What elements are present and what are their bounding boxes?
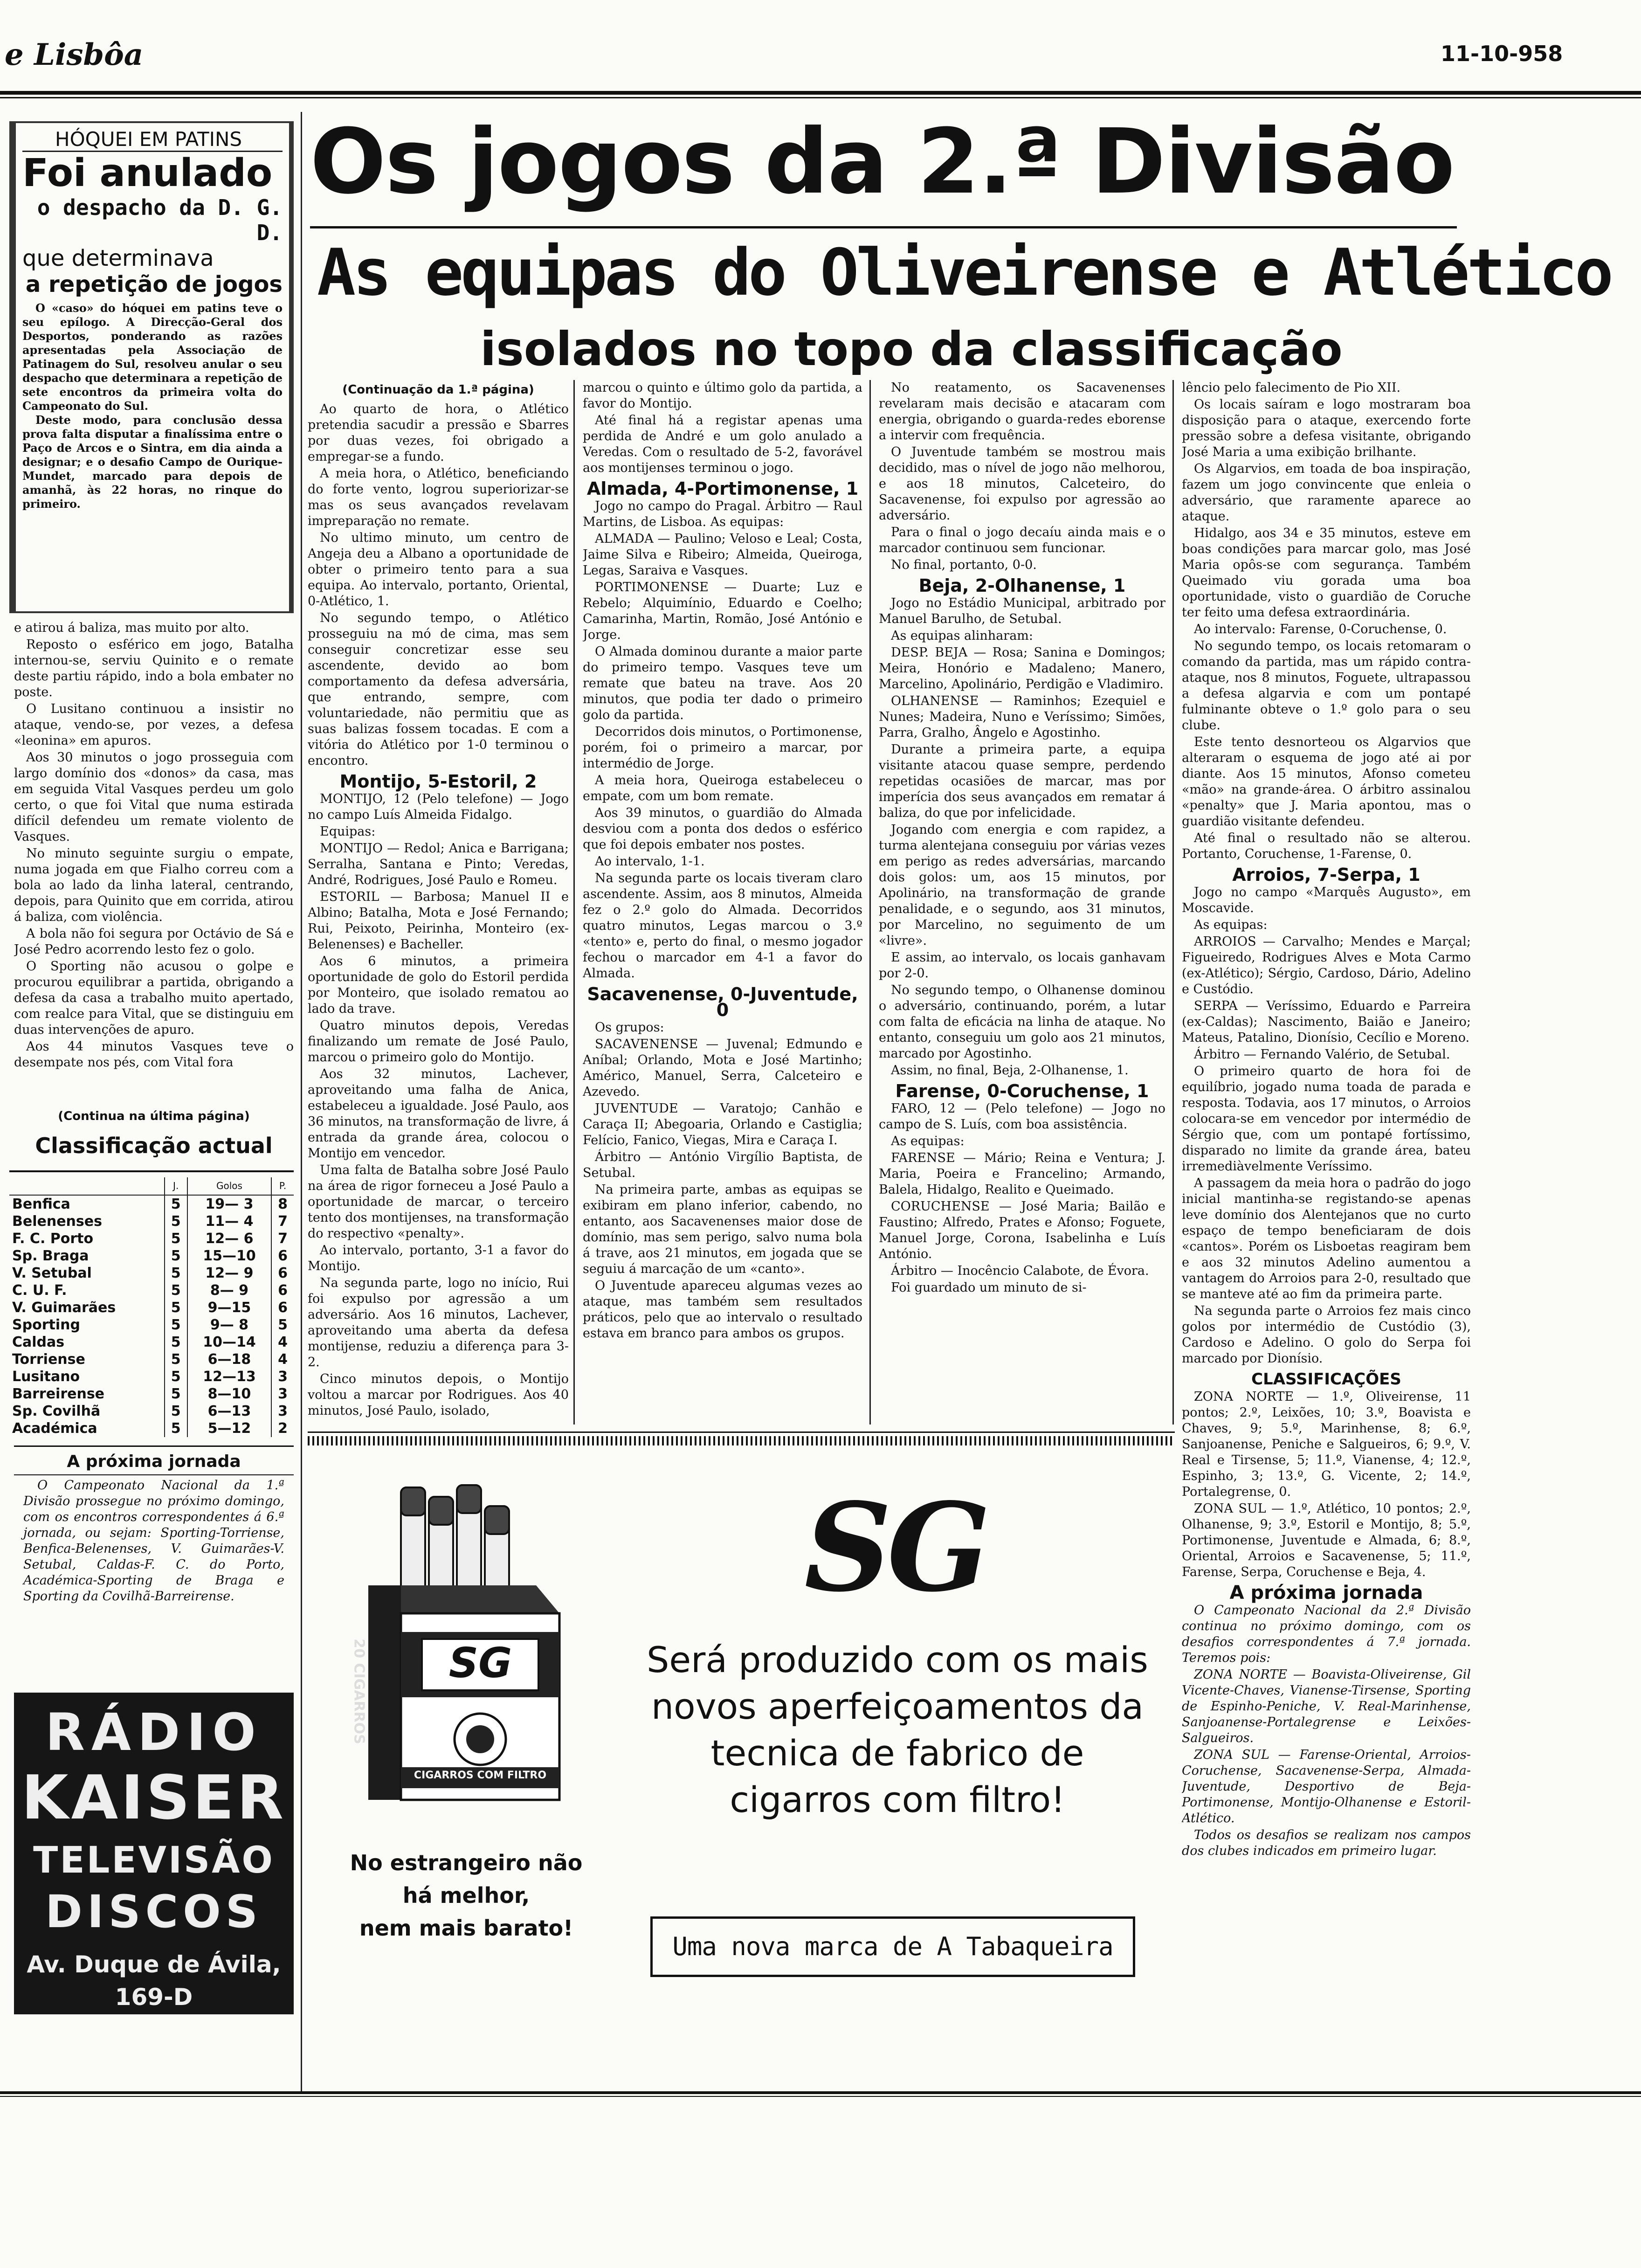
cell-team: Barreirense [12, 1386, 105, 1402]
cell-team: Torriense [12, 1351, 85, 1368]
cell-team: Sp. Covilhã [12, 1403, 101, 1419]
cell-team: Lusitano [12, 1369, 80, 1385]
continua-note: (Continua na última página) [58, 1109, 250, 1123]
hoquei-p1: O «caso» do hóquei em patins teve o seu epílogo. A Direcção-Geral dos Desportos, ponderando as razões apresentadas pela Associação de Patinagem do Sul, resolveu anular o seu despacho que determinara a repetição de sete encontros da primeira volta do Campeonato do Sul. [22, 301, 283, 413]
cell-points: 6 [271, 1299, 294, 1316]
cell-games: 5 [165, 1334, 187, 1351]
table-row [9, 1247, 294, 1265]
cell-games: 5 [165, 1282, 187, 1299]
column-3: marcou o quinto e último golo da partida, a favor do Montijo. Até final há a registar apenas uma perdida de André e um golo anulado a Veredas. Com o resultado de 5-2, favorável aos montijenses terminou o jogo. Almada, 4-Portimonense, 1 Jogo no campo do Pragal. Árbitro — Raul Martins, de Lisboa. As equipas: ALMADA — Paulino; Veloso e Leal; Costa, Jaime Silva e Ribeiro; Almeida, Queiroga, Legas, Saraiva e Vasques. PORTIMONENSE — Duarte; Luz e Rebelo; Alquimínio, Eduardo e Coelho; Camarinha, Martin, Romão, José António e Jorge. O Almada dominou durante a maior parte do primeiro tempo. Vasques teve um remate que bateu na trave. Aos 20 minutos, que podia ter dado o primeiro golo da partida. Decorridos dois minutos, o Portimonense, porém, foi o primeiro a marcar, por intermédio de Jorge. A meia hora, Queiroga estabeleceu o empate, com um bom remate. Aos 39 minutos, o guardião do Almada desviou com a ponta dos dedos o esférico que foi depois embater nos postes. Ao intervalo, 1-1. Na segunda parte os locais tiveram claro ascendente. Assim, aos 8 minutos, Almeida fez o 2.º golo do Almada. Decorridos quatro minutos, Legas marcou o 3.º «tento» e, perto do final, o mesmo jogador fechou o marcador em 4-1 a favor do Almada. Sacavenense, 0-Juventude, 0 Os grupos: SACAVENENSE — Juvenal; Edmundo e Aníbal; Orlando, Mota e José Martinho; Américo, Manuel, Serra, Calceteiro e Azevedo. JUVENTUDE — Varatojo; Canhão e Caraça II; Abegoaria, Orlando e Castiglia; Felício, Fanico, Viegas, Mira e Caraça I. Árbitro — António Virgílio Baptista, de Setubal. Na primeira parte, ambas as equipas se exibiram em plano inferior, cabendo, no entanto, aos Sacavenenses maior dose de domínio, mas sem perigo, salvo numa bola á trave, aos 21 minutos, em jogada que se seguiu á marcação de um «canto». O Juventude apareceu algumas vezes ao ataque, mas também sem resultados práticos, pelo que ao intervalo o resultado estava em branco para ambos os grupos. [583, 380, 862, 1341]
table-row [9, 1351, 294, 1368]
cell-goals: 5—12 [187, 1420, 271, 1437]
masthead-rule [0, 91, 1641, 95]
headline-deck2: isolados no topo da classificação [480, 322, 1343, 376]
cell-games: 5 [165, 1213, 187, 1230]
cell-goals: 6—13 [187, 1403, 271, 1420]
table-header-row: J. Golos P. [9, 1177, 294, 1195]
table-row [9, 1299, 294, 1316]
table-row [9, 1368, 294, 1385]
cell-team: V. Guimarães [12, 1300, 116, 1316]
zona-sul-classificacao: ZONA SUL — 1.º, Atlético, 10 pontos; 2.º, Olhanense, 9; 3.º, Estoril e Montijo, 8; 5.º, Portimonense, Juventude e Almada, 6; 8.º, Oriental, Arroios e Sacavenense, 5; 11.º, Farense, Serpa, Coruchense e Beja, 4. [1182, 1501, 1471, 1579]
cell-games: 5 [165, 1368, 187, 1385]
classificacao-title: Classificação actual [35, 1133, 273, 1158]
cell-points: 2 [271, 1420, 294, 1437]
table-row [9, 1385, 294, 1403]
proxima1-text: O Campeonato Nacional da 1.ª Divisão prossegue no próximo domingo, com os encontros correspondentes á 6.ª jornada, ou sejam: Sporting-Torriense, Benfica-Belenenses, V. Guimarães-V. Setubal, Caldas-F. C. do Porto, Académica-Sporting de Braga e Sporting da Covilhã-Barreirense. [23, 1478, 284, 1604]
cell-goals: 12— 6 [187, 1230, 271, 1247]
cell-goals: 15—10 [187, 1247, 271, 1265]
sg-logo: SG [804, 1477, 986, 1619]
cell-goals: 11— 4 [187, 1213, 271, 1230]
cell-points: 6 [271, 1282, 294, 1299]
cell-games: 5 [165, 1316, 187, 1334]
cell-games: 5 [165, 1351, 187, 1368]
cell-games: 5 [165, 1230, 187, 1247]
cell-points: 6 [271, 1247, 294, 1265]
cell-team: V. Setubal [12, 1265, 92, 1281]
cell-goals: 9—15 [187, 1299, 271, 1316]
cigarette-pack-illustration [340, 1478, 573, 1805]
cell-games: 5 [165, 1195, 187, 1213]
hoquei-title: Foi anulado [22, 151, 283, 195]
match-heading: Montijo, 5-Estoril, 2 [339, 771, 537, 792]
column-2: (Continuação da 1.ª página) Ao quarto de hora, o Atlético pretendia sacudir a pressão e Sbarres por duas vezes, foi obrigado a empregar-se a fundo. A meia hora, o Atlético, beneficiando do forte vento, logrou superiorizar-se mas os seus avançados revelavam impreparação no remate. No ultimo minuto, um centro de Angeja deu a Albano a oportunidade de obter o primeiro tento para a sua equipa. Ao intervalo, portanto, Oriental, 0-Atlético, 1. No segundo tempo, o Atlético prosseguiu na mó de cima, mas sem conseguir concretizar esse seu ascendente, devido ao bom comportamento da defesa adversária, que entrando, sempre, com voluntariedade, não permitiu que as suas balizas fossem tocadas. E com a vitória do Atlético por 1-0 terminou o encontro. Montijo, 5-Estoril, 2 MONTIJO, 12 (Pelo telefone) — Jogo no campo Luís Almeida Fidalgo. Equipas: MONTIJO — Redol; Anica e Barrigana; Serralha, Santana e Pinto; Veredas, André, Rodrigues, José Paulo e Romeu. ESTORIL — Barbosa; Manuel II e Albino; Batalha, Mota e José Fernando; Rui, Peixoto, Peirinha, Monteiro (ex-Belenenses) e Bacheller. Aos 6 minutos, a primeira oportunidade de golo do Estoril perdida por Monteiro, que isolado rematou ao lado da trave. Quatro minutos depois, Veredas finalizando um remate de José Paulo, marcou o primeiro golo do Montijo. Aos 32 minutos, Lachever, aproveitando uma falha de Anica, estabeleceu a igualdade. José Paulo, aos 36 minutos, na transformação de livre, á entrada da grande área, colocou o Montijo em vencedor. Uma falta de Batalha sobre José Paulo na área de rigor forneceu a José Paulo a oportunidade de marcar, o terceiro tento dos montijenses, na transformação do respectivo «penalty». Ao intervalo, portanto, 3-1 a favor do Montijo. Na segunda parte, logo no início, Rui foi expulso por agressão a um adversário. Aos 16 minutos, Lachever, aproveitando uma aberta da defesa montijense, reduziu a diferença para 3-2. Cinco minutos depois, o Montijo voltou a marcar por Rodrigues. Aos 40 minutos, José Paulo, isolado, [308, 383, 569, 1418]
cell-team: F. C. Porto [12, 1231, 94, 1247]
sg-main-tagline: Será produzido com os mais novos aperfeiçoamentos da tecnica de fabrico de cigarros com filtro! [647, 1639, 1148, 1820]
table-row [9, 1334, 294, 1351]
cell-points: 7 [271, 1230, 294, 1247]
main-headline: Os jogos da 2.ª Divisão [310, 110, 1454, 214]
radio-kaiser-ad: RÁDIO KAISER TELEVISÃO DISCOS Av. Duque de Ávila, 169-D [14, 1693, 294, 2014]
cell-games: 5 [165, 1385, 187, 1403]
pack-logo: SG [448, 1639, 512, 1687]
table-row [9, 1213, 294, 1230]
table-row [9, 1282, 294, 1299]
sg-left-tagline: No estrangeiro não há melhor, nem mais barato! [350, 1850, 583, 1941]
hoquei-p2: Deste modo, para conclusão dessa prova falta disputar a finalíssima entre o Paço de Arcos e o Sintra, em dia ainda a designar; e o desafio Campo de Ourique-Mundet, marcado para depois de amanhã, às 22 horas, no rinque do primeiro. [22, 413, 283, 511]
cell-goals: 12—13 [187, 1368, 271, 1385]
cell-points: 8 [271, 1195, 294, 1213]
column-5: lêncio pelo falecimento de Pio XII. Os locais saíram e logo mostraram boa disposição para o ataque, exercendo forte pressão sobre a defesa visitante, obrigando José Maria a uma exibição brilhante. Os Algarvios, em toada de boa inspiração, fazem um jogo convincente que enleia o adversário, que raramente aparece ao ataque. Hidalgo, aos 34 e 35 minutos, esteve em boas condições para marcar golo, mas José Maria opôs-se com segurança. Também Queimado viu gorada uma boa oportunidade, visto o guardião de Coruche ter feito uma defesa extraordinária. Ao intervalo: Farense, 0-Coruchense, 0. No segundo tempo, os locais retomaram o comando da partida, mas um rápido contra-ataque, nos 8 minutos, Foguete, ultrapassou a defesa algarvia e com um pontapé fulminante obteve o 1.º golo para o seu clube. Este tento desnorteou os Algarvios que alteraram o esquema de jogo até ai por diante. Aos 15 minutos, Afonso cometeu «mão» na grande-área. O árbitro assinalou «penalty» que J. Maria apontou, mas o guardião visitante defendeu. Até final o resultado não se alterou. Portanto, Coruchense, 1-Farense, 0. Arroios, 7-Serpa, 1 Jogo no campo «Marquês Augusto», em Moscavide. As equipas: ARROIOS — Carvalho; Mendes e Marçal; Figueiredo, Rodrigues Alves e Mota Carmo (ex-Atlético); Sérgio, Cardoso, Dário, Adelino e Custódio. SERPA — Veríssimo, Eduardo e Parreira (ex-Caldas); Nascimento, Baião e Janeiro; Mateus, Patalino, Dionísio, Cecílio e Moreno. Árbitro — Fernando Valério, de Setubal. O primeiro quarto de hora foi de equilíbrio, jogado numa toada de parada e resposta. Todavia, aos 17 minutos, o Arroios colocara-se em vencedor por intermédio de Sérgio que, com um pontapé fortíssimo, disparado no limite da grande área, bateu irremediàvelmente Veríssimo. A passagem da meia hora o padrão do jogo inicial mantinha-se registando-se apenas leve domínio dos Alentejanos que no curto espaço de tempo beneficiaram de dois «cantos». Porém os Lisboetas reagiram bem e aos 32 minutos Adelino aumentou a vantagem do Arroios para 2-0, resultado que se manteve até ao fim da primeira parte. Na segunda parte o Arroios fez mais cinco golos por intermédio de Custódio (3), Cardoso e Adelino. O golo do Serpa foi marcado por Dionísio. CLASSIFICAÇÕES ZONA NORTE — 1.º, Oliveirense, 11 pontos; 2.º, Leixões, 10; 3.º, Boavista e Chaves, 9; 5.º, Marinhense, 8; 6.º, Sanjoanense, Peniche e Salgueiros, 6; 9.º, V. Real e Tirsense, 5; 11.º, Vianense, 4; 12.º, Espinho, 3; 13.º, G. Vicente, 2; 14.º, Portalegrense, 0. ZONA SUL — 1.º, Atlético, 10 pontos; 2.º, Olhanense, 9; 3.º, Estoril e Montijo, 8; 5.º, Portimonense, Juventude e Almada, 6; 8.º, Oriental, Arroios e Sacavenense, 5; 11.º, Farense, Serpa, Coruchense e Beja, 4. A próxima jornada O Campeonato Nacional da 2.ª Divisão continua no próximo domingo, com os desafios correspondentes á 7.ª jornada. Teremos pois: ZONA NORTE — Boavista-Oliveirense, Gil Vicente-Chaves, Vianense-Tirsense, Sporting de Espinho-Peniche, V. Real-Marinhense, Sanjoanense-Portalegrense e Leixões-Salgueiros. ZONA SUL — Farense-Oriental, Arroios-Coruchense, Sacavenense-Serpa, Almada-Juventude, Desportivo de Beja-Portimonense, Montijo-Olhanense e Estoril-Atlético. Todos os desafios se realizam nos campos dos clubes indicados em primeiro lugar. [1182, 380, 1471, 1858]
table-row [9, 1230, 294, 1247]
table-row [9, 1420, 294, 1437]
table-row [9, 1316, 294, 1334]
match-heading: Beja, 2-Olhanense, 1 [918, 575, 1126, 596]
masthead-paper: e Lisbôa [5, 37, 144, 72]
cell-team: Académica [12, 1420, 97, 1437]
cell-team: Belenenses [12, 1213, 102, 1230]
pack-side-label: 20 CIGARROS [351, 1639, 367, 1744]
cell-points: 3 [271, 1403, 294, 1420]
cell-points: 5 [271, 1316, 294, 1334]
proxima1-title: A próxima jornada [67, 1452, 241, 1471]
cell-games: 5 [165, 1247, 187, 1265]
cell-goals: 8— 9 [187, 1282, 271, 1299]
match-heading: Arroios, 7-Serpa, 1 [1232, 864, 1420, 885]
cell-points: 4 [271, 1351, 294, 1368]
pack-bottom-label: CIGARROS COM FILTRO [414, 1770, 547, 1781]
cell-goals: 9— 8 [187, 1316, 271, 1334]
hoquei-kicker: HÓQUEI EM PATINS [55, 128, 242, 151]
table-row [9, 1195, 294, 1213]
cell-team: C. U. F. [12, 1282, 67, 1299]
cell-goals: 8—10 [187, 1385, 271, 1403]
masthead-date: 11-10-958 [1441, 41, 1563, 66]
table-row [9, 1403, 294, 1420]
cell-goals: 12— 9 [187, 1265, 271, 1282]
classificacoes-heading: CLASSIFICAÇÕES [1251, 1370, 1401, 1389]
column-4: No reatamento, os Sacavenenses revelaram mais decisão e atacaram com energia, obrigando o guarda-redes eborense a intervir com frequência. O Juventude também se mostrou mais decidido, mas o nível de jogo não melhorou, e aos 18 minutos, Calceteiro, do Sacavenense, foi expulso por agressão ao adversário. Para o final o jogo decaíu ainda mais e o marcador continuou sem funcionar. No final, portanto, 0-0. Beja, 2-Olhanense, 1 Jogo no Estádio Municipal, arbitrado por Manuel Barulho, de Setubal. As equipas alinharam: DESP. BEJA — Rosa; Sanina e Domingos; Meira, Honório e Madaleno; Manero, Marcelino, Apolinário, Perdigão e Vladimiro. OLHANENSE — Raminhos; Ezequiel e Nunes; Madeira, Nuno e Veríssimo; Simões, Parra, Gralho, Ângelo e Agostinho. Durante a primeira parte, a equipa visitante atacou quase sempre, perdendo repetidas ocasiões de marcar, mas por imperícia dos seus avançados em rematar á baliza, do que por infelicidade. Jogando com energia e com rapidez, a turma alentejana conseguiu por várias vezes em perigo as redes adversárias, marcando dois golos: um, aos 15 minutos, por Apolinário, na transformação de grande penalidade, e o segundo, aos 31 minutos, por Marcelino, no seguimento de um «livre». E assim, ao intervalo, os locais ganhavam por 2-0. No segundo tempo, o Olhanense dominou o adversário, continuando, porém, a lutar com falta de eficácia na linha de ataque. No entanto, conseguiu um golo aos 21 minutos, marcado por Agostinho. Assim, no final, Beja, 2-Olhanense, 1. Farense, 0-Coruchense, 1 FARO, 12 — (Pelo telefone) — Jogo no campo de S. Luís, com boa assistência. As equipas: FARENSE — Mário; Reina e Ventura; J. Maria, Poeira e Francelino; Armando, Balela, Hidalgo, Realito e Queimado. CORUCHENSE — José Maria; Bailão e Faustino; Alfredo, Prates e Afonso; Foguete, Manuel Jorge, Corona, Isabelinha e Luís António. Árbitro — Inocêncio Calabote, de Évora. Foi guardado um minuto de si- [879, 380, 1165, 1295]
table-row [9, 1265, 294, 1282]
hoquei-box: HÓQUEI EM PATINS Foi anulado o despacho da D. G. D. que determinava a repetição de jogos O «caso» do hóquei em patins teve o seu epílogo. A Direcção-Geral dos Desportos, ponderando as razões apresentadas pela Associação de Patinagem do Sul, resolveu anular o seu despacho que determinara a repetição de sete encontros da primeira volta do Campeonato do Sul. Deste modo, para conclusão dessa prova falta disputar a finalíssima entre o Paço de Arcos e o Sintra, em dia ainda a designar; e o desafio Campo de Ourique-Mundet, marcado para depois de amanhã, às 22 horas, no rinque do primeiro. [9, 121, 294, 613]
cell-team: Sporting [12, 1317, 80, 1333]
classificacao-table [9, 1177, 294, 1437]
cell-team: Caldas [12, 1334, 65, 1350]
cell-games: 5 [165, 1265, 187, 1282]
proxima1-box [14, 1450, 294, 1604]
column-1: e atirou á baliza, mas muito por alto. Reposto o esférico em jogo, Batalha internou-se, serviu Quinito e o remate deste partiu rápido, indo a bola embater no poste. O Lusitano continuou a insistir no ataque, vendo-se, por vezes, a defesa «leonina» em apuros. Aos 30 minutos o jogo prosseguia com largo domínio dos «donos» da casa, mas em seguida Vital Vasques perdeu um golo certo, o que foi Vital que numa estirada difícil defendeu um remate violento de Vasques. No minuto seguinte surgiu o empate, numa jogada em que Fialho correu com a bola ao lado da linha lateral, centrando, depois, para Quinito que em corrida, atirou á baliza, com violência. A bola não foi segura por Octávio de Sá e José Pedro acorrendo lesto fez o golo. O Sporting não acusou o golpe e procurou equilibrar a partida, obrigando a defesa da casa a trabalho muito apertado, com realce para Vital, que se distinguiu em duas intervenções de apuro. Aos 44 minutos Vasques teve o desempate nos pés, com Vital fora [14, 621, 294, 1070]
cell-team: Benfica [12, 1196, 70, 1212]
cell-points: 3 [271, 1368, 294, 1385]
cell-goals: 10—14 [187, 1334, 271, 1351]
proxima2-title: A próxima jornada [1229, 1582, 1423, 1604]
cell-points: 3 [271, 1385, 294, 1403]
cell-points: 7 [271, 1213, 294, 1230]
match-heading: Farense, 0-Coruchense, 1 [895, 1081, 1149, 1101]
cell-goals: 19— 3 [187, 1195, 271, 1213]
match-heading: Sacavenense, 0-Juventude, 0 [587, 984, 858, 1020]
sg-cigarette-ad [308, 1450, 1175, 2056]
headline-deck1: As equipas do Oliveirense e Atlético [317, 235, 1611, 310]
tabaqueira-brand-box: Uma nova marca de A Tabaqueira [650, 1916, 1135, 1977]
zona-norte-classificacao: ZONA NORTE — 1.º, Oliveirense, 11 pontos; 2.º, Leixões, 10; 3.º, Boavista e Chaves, 9; 5.º, Marinhense, 8; 6.º, Sanjoanense, Peniche e Salgueiros, 6; 9.º, V. Real e Tirsense, 5; 11.º, Vianense, 4; 12.º, Espinho, 3; 13.º, G. Vicente, 2; 14.º, Portalegrense, 0. [1182, 1390, 1471, 1499]
cell-points: 4 [271, 1334, 294, 1351]
cell-goals: 6—18 [187, 1351, 271, 1368]
cell-team: Sp. Braga [12, 1248, 89, 1264]
cell-games: 5 [165, 1299, 187, 1316]
match-heading: Almada, 4-Portimonense, 1 [586, 478, 859, 499]
cell-points: 6 [271, 1265, 294, 1282]
cell-games: 5 [165, 1420, 187, 1437]
cell-games: 5 [165, 1403, 187, 1420]
